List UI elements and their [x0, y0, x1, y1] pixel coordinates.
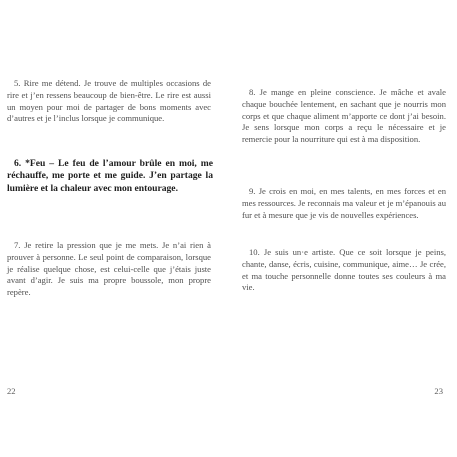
- left-page: [0, 0, 228, 457]
- affirmation-text-8: 8. Je mange en pleine conscience. Je mâche et avale chaque bouchée lentement, en sachant que je nourris mon corps et que chaque aliment m’apporte ce dont j’ai besoin. Je sens lorsque mon corps a reçu le nécessaire et je remercie pour la nourriture qui est à ma disposition.: [242, 87, 446, 145]
- page-number-left: 22: [7, 386, 16, 396]
- affirmation-paragraph-6: [7, 158, 213, 195]
- affirmation-paragraph-8: [242, 87, 446, 146]
- affirmation-paragraph-7: [7, 240, 211, 299]
- affirmation-paragraph-5: [7, 78, 211, 125]
- page-number-right: 23: [434, 386, 443, 396]
- affirmation-text-10: 10. Je suis un·e artiste. Que ce soit lorsque je peins, chante, danse, écris, cuisine, communique, aime… Je crée, et ma touche personnelle donne toutes ses couleurs à ma vie.: [242, 247, 446, 293]
- right-page: [229, 0, 457, 457]
- affirmation-paragraph-9: [242, 186, 446, 221]
- affirmation-text-5: 5. Rire me détend. Je trouve de multiples occasions de rire et j’en ressens beaucoup de bien-être. Le rire est aussi un moyen pour moi de partager de bons moments avec d’autres et je l’inclus lorsque je communique.: [7, 78, 211, 124]
- affirmation-text-6: 6. *Feu – Le feu de l’amour brûle en moi, me réchauffe, me porte et me guide. J’en partage la lumière et la chaleur avec mon entourage.: [7, 158, 213, 194]
- affirmation-text-7: 7. Je retire la pression que je me mets. Je n’ai rien à prouver à personne. Le seul point de comparaison, lorsque je réalise quelque chose, est celui-celle que j’étais juste avant d’agir. Je suis ma propre boussole, mon propre repère.: [7, 240, 211, 298]
- affirmation-paragraph-10: [242, 247, 446, 294]
- affirmation-text-9: 9. Je crois en moi, en mes talents, en mes forces et en mes ressources. Je reconnais ma valeur et je m’épanouis au fur et à mesure que je vis de nouvelles expériences.: [242, 186, 446, 220]
